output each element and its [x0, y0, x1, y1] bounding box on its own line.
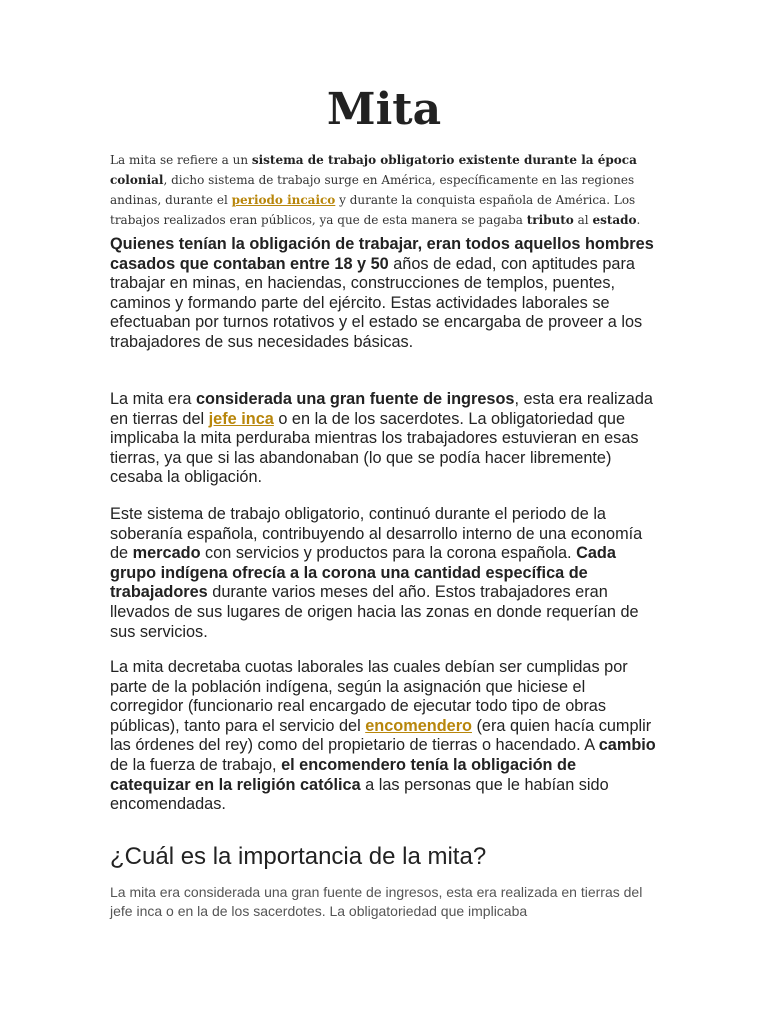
intro-paragraph: La mita se refiere a un sistema de trabajo obligatorio existente durante la época colonial, dicho sistema de trabajo surge en América, específicamente en las regiones andinas, durante el periodo incaico y durante la conquista española de América. Los trabajos realizados eran públicos, ya que de esta manera se pagaba tributo al estado.	[110, 153, 641, 227]
paragraph-ingresos: La mita era considerada una gran fuente de ingresos, esta era realizada en tierras del jefe inca o en la de los sacerdotes. La obligatoriedad que implicaba la mita perduraba mientras los trabajadores estuvieran en esas tierras, ya que si las abandonaban (lo que se podía hacer libremente) cesaba la obligación.	[110, 390, 653, 487]
paragraph-cuotas: La mita decretaba cuotas laborales las cuales debían ser cumplidas por parte de la población indígena, según la asignación que hiciese el corregidor (funcionario real encargado de ejecutar todo tipo de obras públicas), tanto para el servicio del encomendero (era quien hacía cumplir las órdenes del rey) como del propietario de tierras o hacendado. A cambio de la fuerza de trabajo, el encomendero tenía la obligación de catequizar en la religión católica a las personas que le habían sido encomendadas.	[110, 658, 656, 814]
paragraph-obligacion: Quienes tenían la obligación de trabajar, eran todos aquellos hombres casados que contaban entre 18 y 50 años de edad, con aptitudes para trabajar en minas, en haciendas, construcciones de templos, puentes, caminos y formando parte del ejército. Estas actividades laborales se efectuaban por turnos rotativos y el estado se encargaba de proveer a los trabajadores de sus necesidades básicas.	[110, 235, 654, 351]
section-heading: ¿Cuál es la importancia de la mita?	[110, 843, 487, 870]
link-encomendero[interactable]: encomendero	[365, 716, 472, 735]
page-title: Mita	[326, 84, 442, 135]
link-jefe-inca[interactable]: jefe inca	[208, 409, 274, 428]
section-paragraph: La mita era considerada una gran fuente de ingresos, esta era realizada en tierras del jefe inca o en la de los sacerdotes. La obligatoriedad que implicaba	[110, 884, 643, 919]
link-periodo-incaico[interactable]: periodo incaico	[231, 193, 336, 207]
paragraph-soberania: Este sistema de trabajo obligatorio, continuó durante el periodo de la soberanía española, contribuyendo al desarrollo interno de una economía de mercado con servicios y productos para la corona española. Cada grupo indígena ofrecía a la corona una cantidad específica de trabajadores durante varios meses del año. Estos trabajadores eran llevados de sus lugares de origen hacia las zonas en donde requerían de sus servicios.	[110, 505, 643, 641]
